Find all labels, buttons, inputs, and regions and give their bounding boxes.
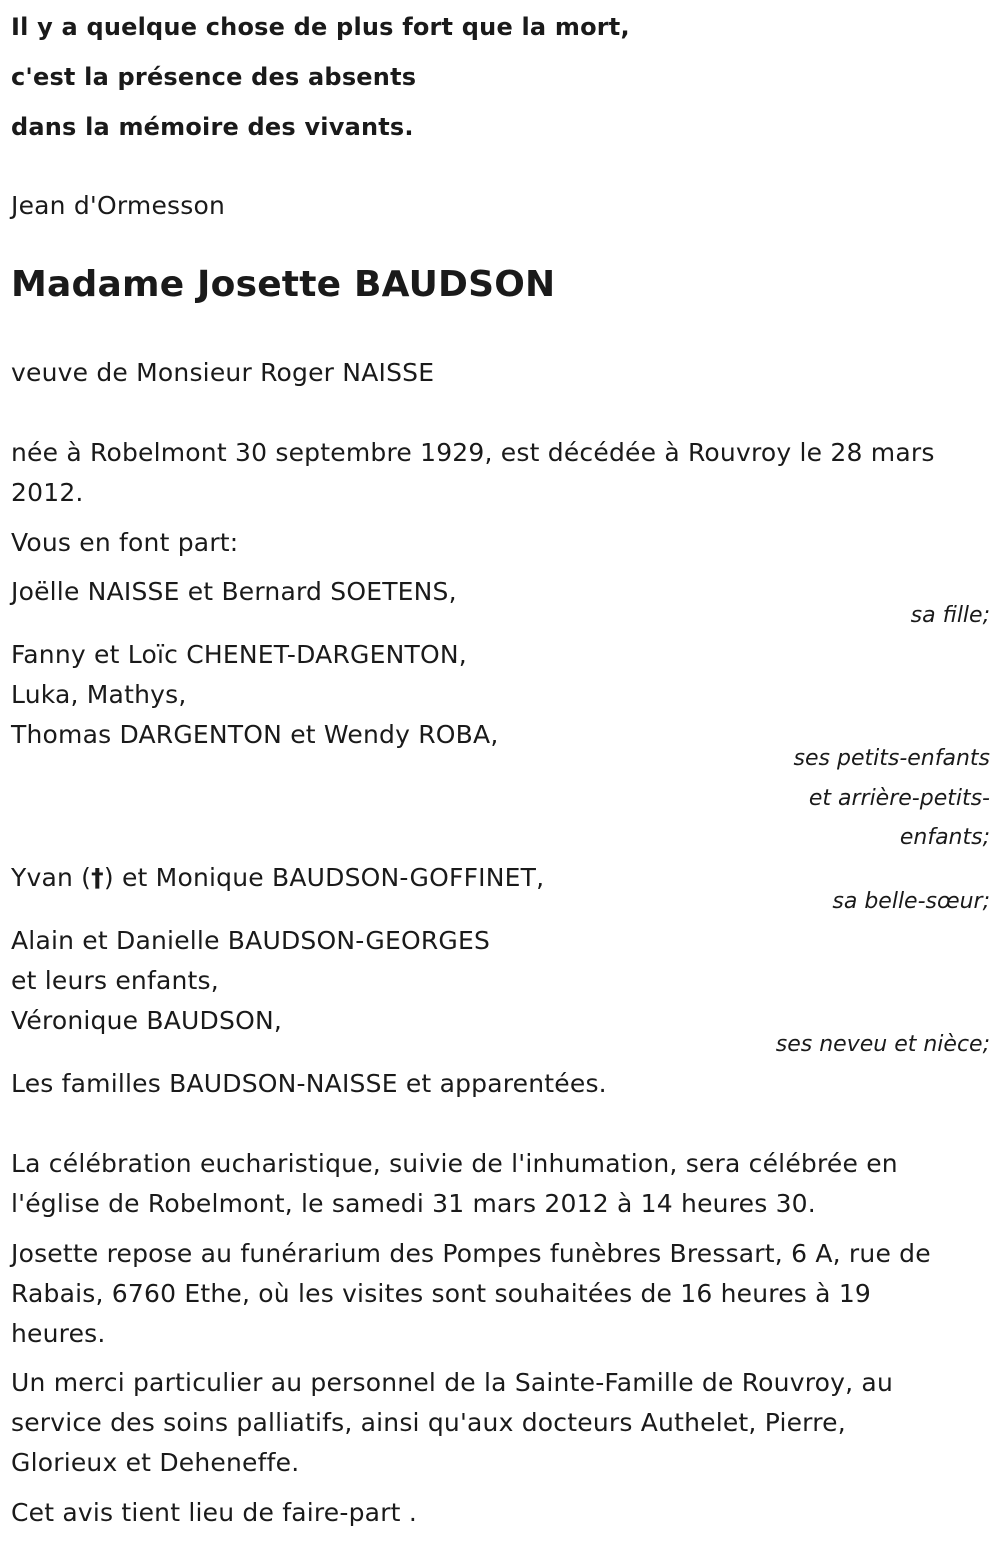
families-line: Les familles BAUDSON-NAISSE et apparentées. xyxy=(11,1069,607,1098)
quote-author: Jean d'Ormesson xyxy=(11,191,226,220)
thanks-line-2: service des soins palliatifs, ainsi qu'aux docteurs Authelet, Pierre, xyxy=(11,1408,846,1437)
ceremony-line-2: l'église de Robelmont, le samedi 31 mars 2012 à 14 heures 30. xyxy=(11,1189,816,1218)
sister-in-law-names xyxy=(11,858,544,898)
sister-in-law-name-b: ) et Monique BAUDSON-GOFFINET, xyxy=(103,863,545,892)
deceased-name: Madame Josette BAUDSON xyxy=(11,264,556,305)
birth-death-line-2: 2012. xyxy=(11,478,84,507)
quote-line-3: dans la mémoire des vivants. xyxy=(11,113,414,141)
thanks-line-3: Glorieux et Deheneffe. xyxy=(11,1448,300,1477)
nephews-line-3: Véronique BAUDSON, xyxy=(11,1006,282,1035)
cross-icon: † xyxy=(91,863,104,892)
funerarium-line-2: Rabais, 6760 Ethe, où les visites sont souhaitées de 16 heures à 19 xyxy=(11,1279,872,1308)
thanks-line-1: Un merci particulier au personnel de la Sainte-Famille de Rouvroy, au xyxy=(11,1368,893,1397)
nephews-line-2: et leurs enfants, xyxy=(11,966,219,995)
funerarium-line-1: Josette repose au funérarium des Pompes funèbres Bressart, 6 A, rue de xyxy=(11,1239,931,1268)
announce-line: Vous en font part: xyxy=(11,528,239,557)
grandchildren-line-3: Thomas DARGENTON et Wendy ROBA, xyxy=(11,720,499,749)
grandchildren-line-1: Fanny et Loïc CHENET-DARGENTON, xyxy=(11,640,467,669)
nephews-relation: ses neveu et nièce; xyxy=(775,1032,990,1057)
funerarium-line-3: heures. xyxy=(11,1319,106,1348)
sister-in-law-name-a: Yvan ( xyxy=(11,863,92,892)
grandchildren-line-2: Luka, Mathys, xyxy=(11,680,187,709)
footer-line: Cet avis tient lieu de faire-part . xyxy=(11,1498,417,1527)
ceremony-line-1: La célébration eucharistique, suivie de l'inhumation, sera célébrée en xyxy=(11,1149,898,1178)
widow-line: veuve de Monsieur Roger NAISSE xyxy=(11,358,435,387)
grandchildren-relation-1: ses petits-enfants xyxy=(793,746,990,771)
nephews-line-1: Alain et Danielle BAUDSON-GEORGES xyxy=(11,926,491,955)
birth-death-line-1: née à Robelmont 30 septembre 1929, est décédée à Rouvroy le 28 mars xyxy=(11,438,935,467)
grandchildren-relation-3: enfants; xyxy=(899,825,990,850)
grandchildren-relation-2: et arrière-petits- xyxy=(808,786,990,811)
quote-line-2: c'est la présence des absents xyxy=(11,63,417,91)
daughter-relation: sa fille; xyxy=(910,603,990,628)
quote-line-1: Il y a quelque chose de plus fort que la mort, xyxy=(11,13,630,41)
daughter-names: Joëlle NAISSE et Bernard SOETENS, xyxy=(11,577,457,606)
sister-in-law-relation: sa belle-sœur; xyxy=(832,889,990,914)
